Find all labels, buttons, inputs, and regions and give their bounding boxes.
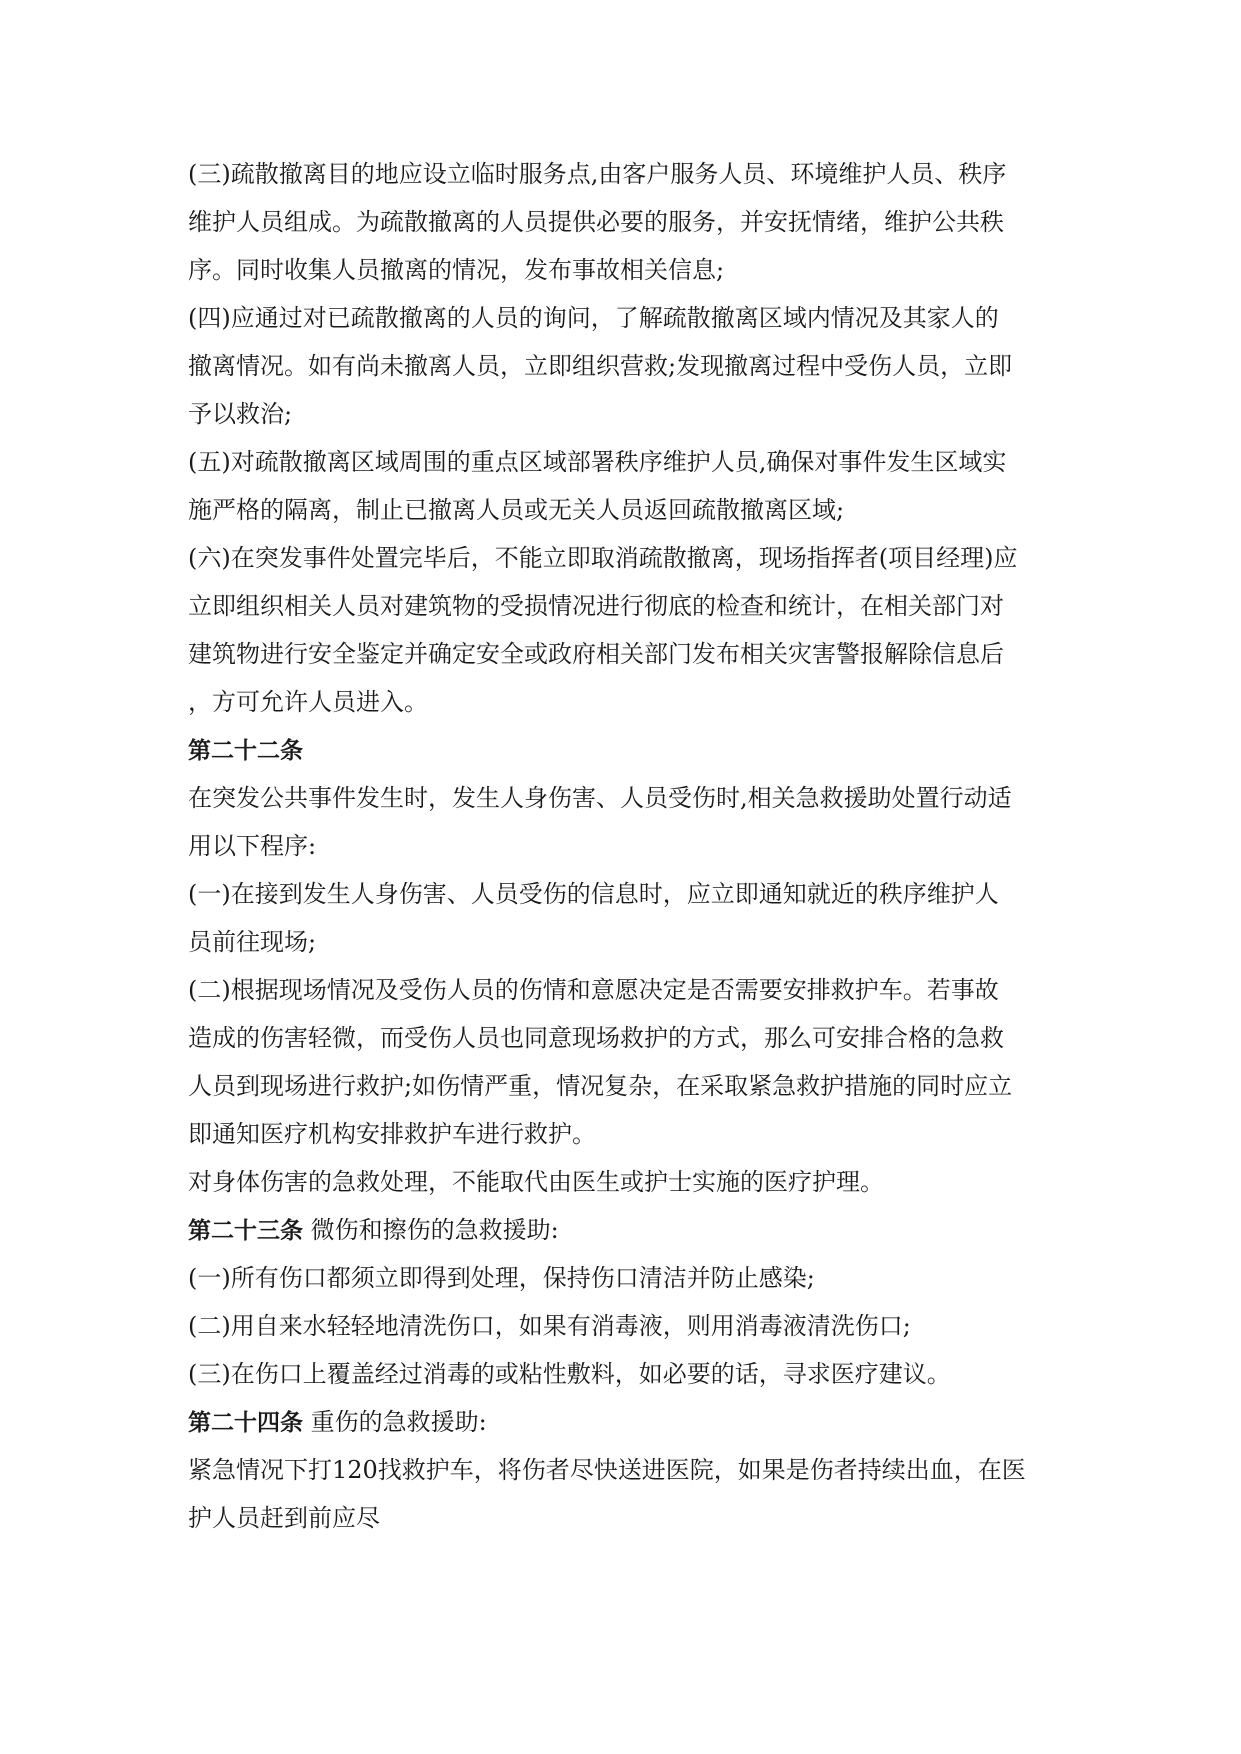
text-line: [188, 1262, 815, 1294]
text-line: [188, 494, 844, 526]
line-text: 紧急情况下打120找救护车，将伤者尽快送进医院，如果是伤者持续出血，在医: [188, 1456, 1026, 1484]
text-line: [188, 1022, 1004, 1054]
line-text: 人员到现场进行救护;如伤情严重，情况复杂，在采取紧急救护措施的同时应立: [188, 1072, 1013, 1100]
line-text: 建筑物进行安全鉴定并确定安全或政府相关部门发布相关灾害警报解除信息后: [188, 640, 1004, 668]
article-title: 微伤和擦伤的急救援助:: [303, 1216, 559, 1244]
line-text: ，方可允许人员进入。: [188, 688, 428, 716]
line-text: 立即组织相关人员对建筑物的受损情况进行彻底的检查和统计，在相关部门对: [188, 592, 1004, 620]
line-text: 即通知医疗机构安排救护车进行救护。: [188, 1120, 596, 1148]
line-text: (五)对疏散撤离区域周围的重点区域部署秩序维护人员,确保对事件发生区域实: [188, 448, 1007, 476]
text-line: [188, 1118, 596, 1150]
text-line: [188, 350, 1012, 382]
text-line: [188, 926, 316, 958]
line-text: (三)在伤口上覆盖经过消毒的或粘性敷料，如必要的话，寻求医疗建议。: [188, 1360, 951, 1388]
line-text: (一)在接到发生人身伤害、人员受伤的信息时，应立即通知就近的秩序维护人: [188, 880, 999, 908]
line-text: (四)应通过对已疏散撤离的人员的询问，了解疏散撤离区域内情况及其家人的: [188, 304, 999, 332]
text-line: [188, 158, 1006, 190]
line-text: 施严格的隔离，制止已撤离人员或无关人员返回疏散撤离区域;: [188, 496, 845, 524]
line-text: (二)根据现场情况及受伤人员的伤情和意愿决定是否需要安排救护车。若事故: [188, 976, 999, 1004]
article-title: 重伤的急救援助:: [303, 1408, 487, 1436]
text-line: [188, 254, 724, 286]
text-line: [188, 398, 292, 430]
text-line: [188, 302, 999, 334]
article-number: 第二十四条: [188, 1410, 303, 1436]
line-text: (三)疏散撤离目的地应设立临时服务点,由客户服务人员、环境维护人员、秩序: [188, 160, 1007, 188]
article-number: 第二十三条: [188, 1218, 303, 1244]
line-text: (六)在突发事件处置完毕后，不能立即取消疏散撤离，现场指挥者(项目经理)应: [188, 544, 1018, 572]
line-text: 维护人员组成。为疏散撤离的人员提供必要的服务，并安抚情绪，维护公共秩: [188, 208, 1004, 236]
text-line: [188, 1454, 1026, 1486]
line-text: 用以下程序:: [188, 832, 317, 860]
line-text: (二)用自来水轻轻地清洗伤口，如果有消毒液，则用消毒液清洗伤口;: [188, 1312, 911, 1340]
text-line: [188, 830, 316, 862]
text-line: [188, 1310, 911, 1342]
text-line: [188, 782, 1012, 814]
article-heading: [188, 734, 303, 767]
line-text: 予以救治;: [188, 400, 293, 428]
line-text: 护人员赶到前应尽: [188, 1504, 380, 1532]
text-line: [188, 1070, 1012, 1102]
text-line: [188, 1502, 380, 1534]
text-line: [188, 542, 1017, 574]
text-line: [188, 878, 999, 910]
line-text: 员前往现场;: [188, 928, 317, 956]
line-text: 序。同时收集人员撤离的情况，发布事故相关信息;: [188, 256, 725, 284]
line-text: (一)所有伤口都须立即得到处理，保持伤口清洁并防止感染;: [188, 1264, 815, 1292]
text-line: [188, 590, 1004, 622]
line-text: 对身体伤害的急救处理，不能取代由医生或护士实施的医疗护理。: [188, 1168, 884, 1196]
article-heading: [188, 1406, 487, 1439]
line-text: 在突发公共事件发生时，发生人身伤害、人员受伤时,相关急救援助处置行动适: [188, 784, 1012, 812]
article-heading: [188, 1214, 559, 1247]
article-number: 第二十二条: [188, 738, 303, 764]
text-line: [188, 638, 1004, 670]
text-line: [188, 446, 1006, 478]
line-text: 造成的伤害轻微，而受伤人员也同意现场救护的方式，那么可安排合格的急救: [188, 1024, 1004, 1052]
text-line: [188, 974, 999, 1006]
text-line: [188, 206, 1004, 238]
text-line: [188, 686, 428, 718]
line-text: 撤离情况。如有尚未撤离人员，立即组织营救;发现撤离过程中受伤人员，立即: [188, 352, 1013, 380]
text-line: [188, 1166, 884, 1198]
text-line: [188, 1358, 951, 1390]
